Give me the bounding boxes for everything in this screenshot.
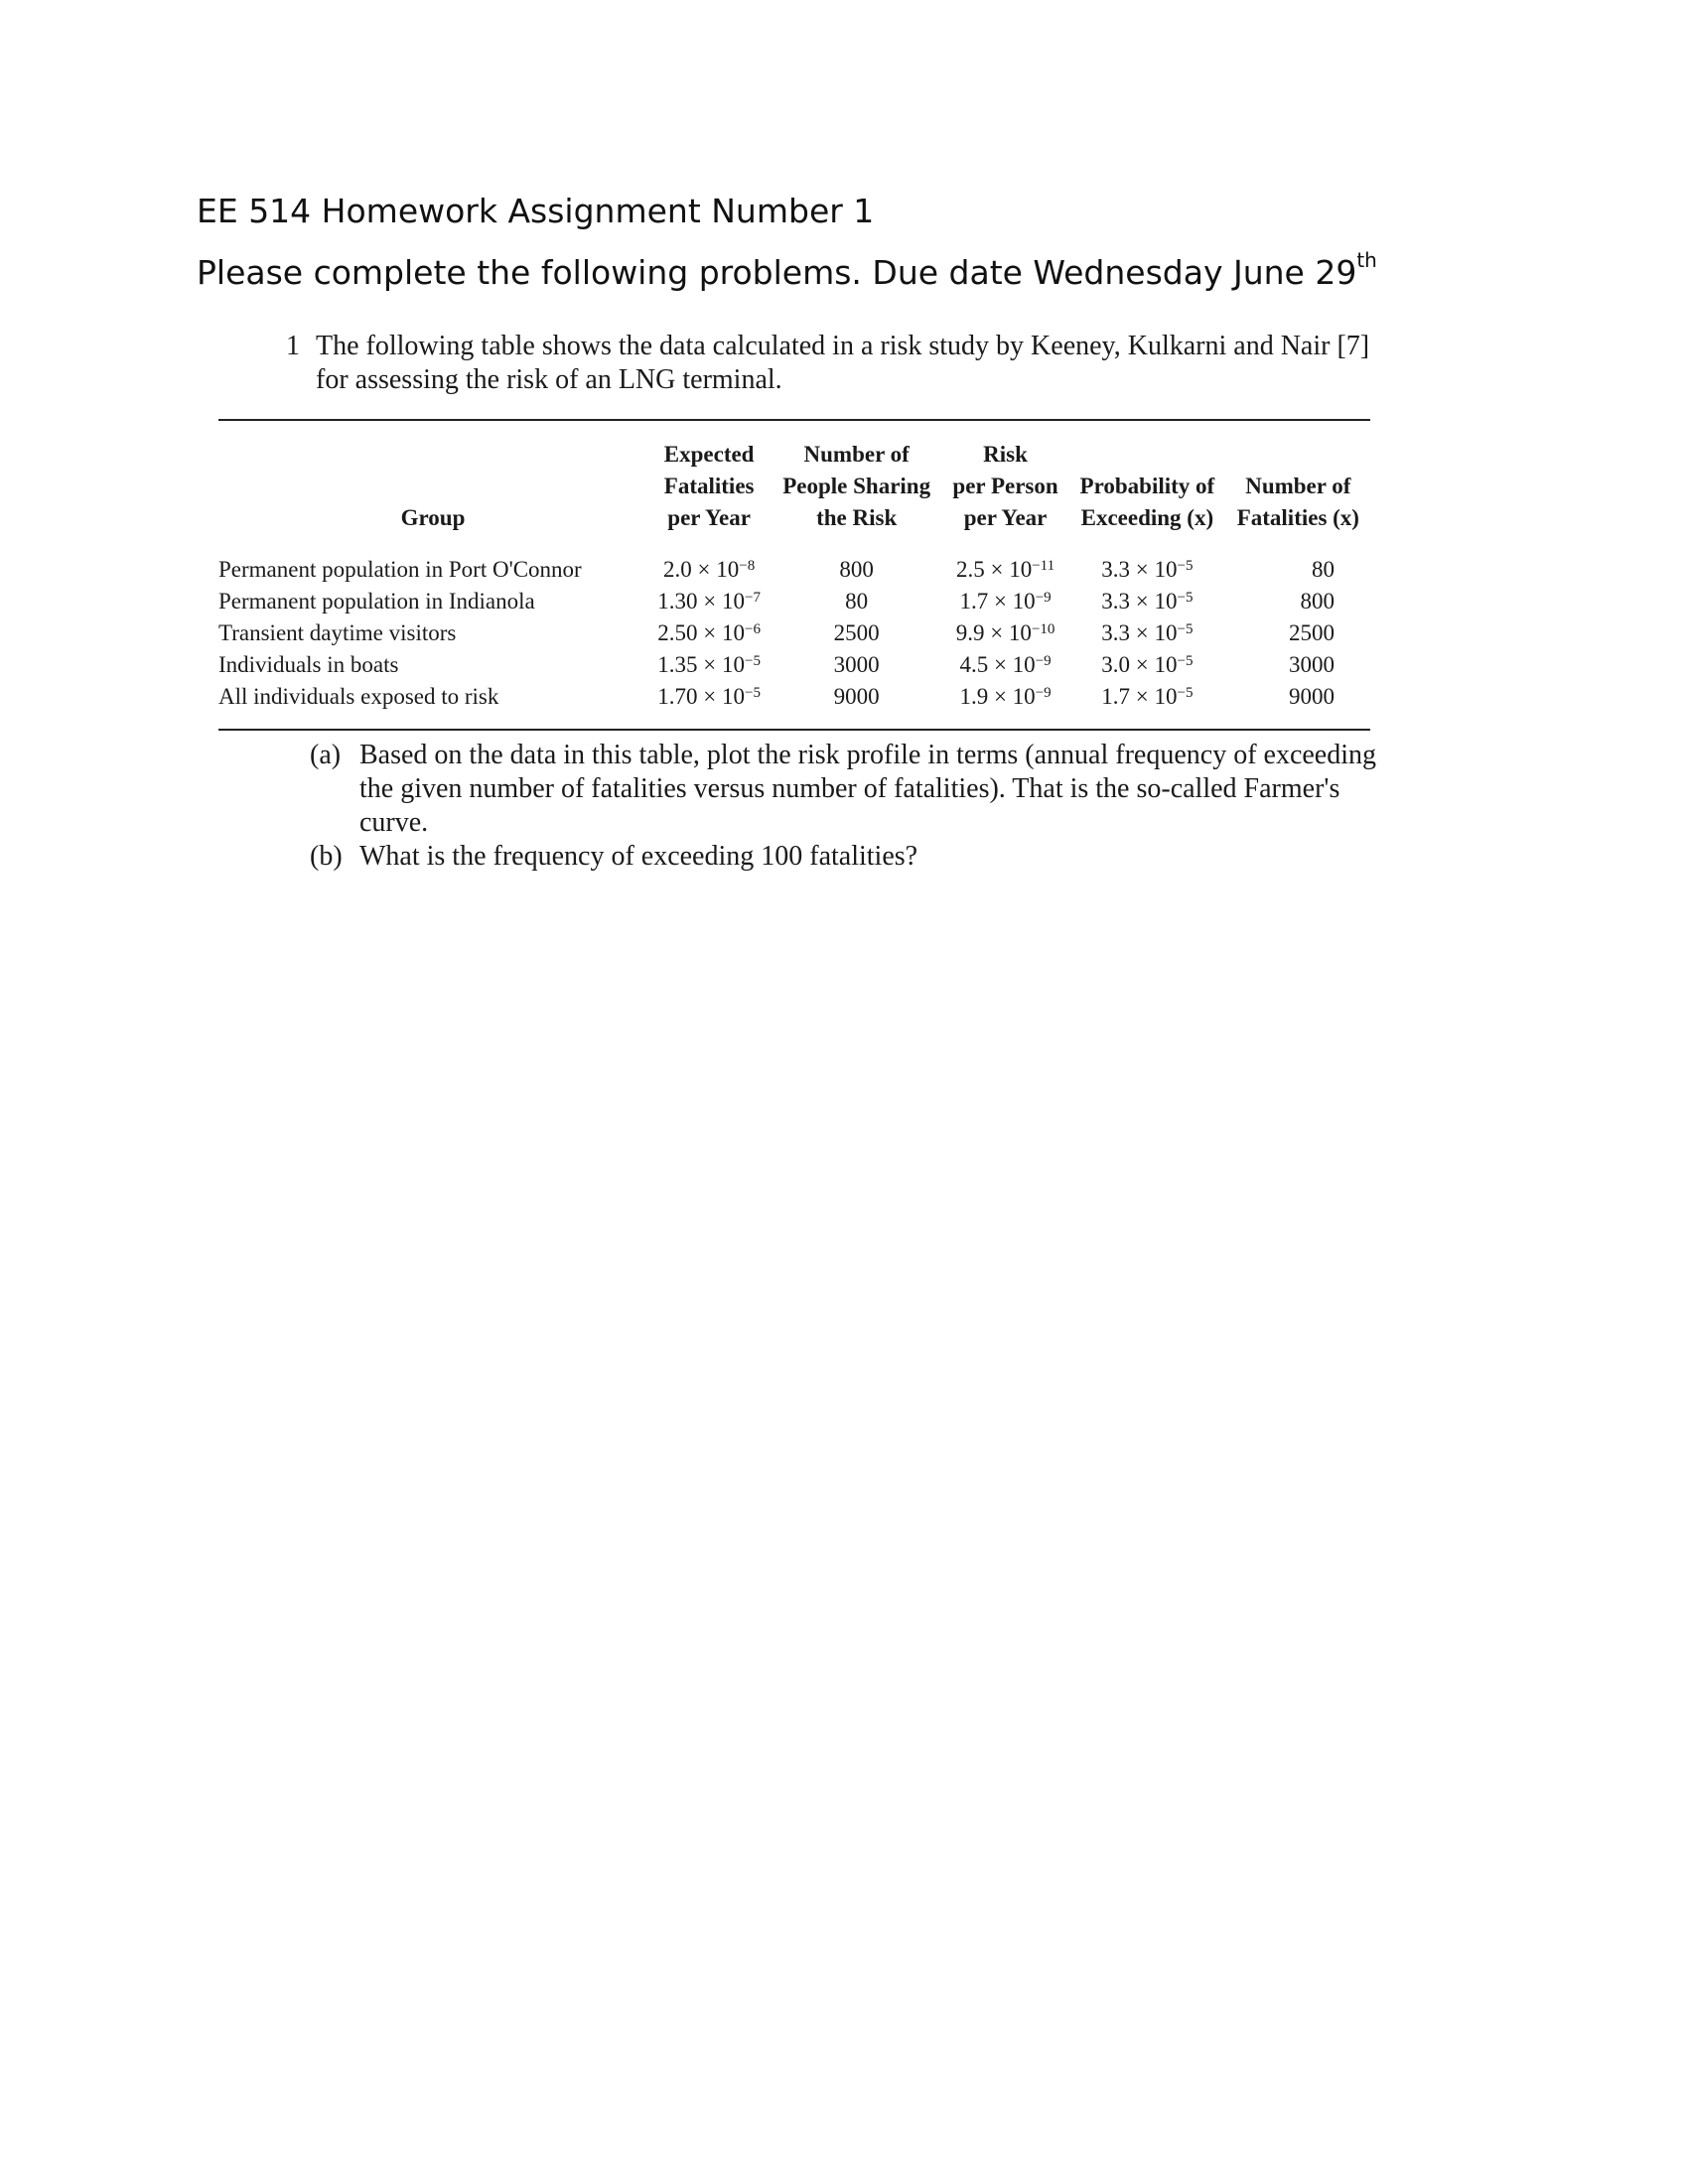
sub-question-text: Based on the data in this table, plot the risk profile in terms (annual frequency of exceeding the given number of fatalities versus number of fatalities). That is the so-called Farmer's curve. — [359, 740, 1377, 838]
expected-fatalities-cell: $1.70 \times 10^{-5}$ — [657, 684, 761, 709]
risk-per-person-cell: $1.9 \times 10^{-9}$ — [959, 684, 1052, 709]
risk-per-person-cell: $9.9 \times 10^{-10}$ — [955, 620, 1055, 645]
prob-exceeding-cell: $3.3 \times 10^{-5}$ — [1101, 589, 1194, 614]
prob-exceeding-cell: $3.0 \times 10^{-5}$ — [1101, 652, 1194, 677]
column-header-risk-per-person — [942, 439, 1068, 554]
column-header-line: Risk — [983, 442, 1028, 467]
table-row — [218, 649, 1370, 681]
sub-question-text: What is the frequency of exceeding 100 fatalities? — [359, 841, 918, 872]
instructions-text: Please complete the following problems. Due date Wednesday June 29 — [197, 253, 1357, 292]
column-header-line: Expected — [663, 442, 755, 467]
expected-fatalities-cell: $2.50 \times 10^{-6}$ — [657, 620, 761, 645]
column-header-prob-exceeding — [1068, 439, 1226, 554]
problem-number: 1 — [286, 331, 300, 361]
expected-fatalities-cell: $1.30 \times 10^{-7}$ — [657, 589, 761, 614]
column-header-group — [218, 439, 647, 554]
assignment-title: EE 514 Homework Assignment Number 1 — [197, 192, 875, 230]
column-header-line: the Risk — [816, 505, 898, 530]
people-sharing-cell: 9000 — [833, 684, 880, 709]
column-header-line: People Sharing — [782, 474, 931, 498]
prob-exceeding-cell: $3.3 \times 10^{-5}$ — [1101, 620, 1194, 645]
group-cell: Individuals in boats — [218, 652, 399, 677]
column-header-line: Number of — [803, 442, 910, 467]
fatalities-cell: 2500 — [1289, 620, 1335, 645]
column-header-line: per Person — [952, 474, 1058, 498]
document-header — [197, 192, 1377, 292]
risk-per-person-cell: $1.7 \times 10^{-9}$ — [959, 589, 1052, 614]
people-sharing-cell: 80 — [845, 589, 869, 614]
expected-fatalities-cell: $1.35 \times 10^{-5}$ — [657, 652, 761, 677]
column-header-line: Probability of — [1079, 474, 1215, 498]
fatalities-cell: 80 — [1312, 557, 1335, 582]
risk-per-person-cell: $4.5 \times 10^{-9}$ — [959, 652, 1052, 677]
column-header-line: per Year — [963, 505, 1048, 530]
prob-exceeding-cell: $3.3 \times 10^{-5}$ — [1101, 557, 1194, 582]
column-header-people-sharing — [771, 439, 942, 554]
sub-question-label: (b) — [310, 841, 343, 872]
problem-1 — [218, 330, 1380, 874]
people-sharing-cell: 2500 — [833, 620, 880, 645]
column-header-line: Fatalities (x) — [1236, 505, 1359, 530]
column-header-expected-fatalities — [647, 439, 771, 554]
group-cell: Transient daytime visitors — [218, 620, 457, 645]
column-header-line: Fatalities — [663, 474, 755, 498]
assignment-instructions — [197, 248, 1377, 292]
column-header-line: Exceeding (x) — [1080, 505, 1214, 530]
table-row — [218, 554, 1370, 586]
sub-question-label: (a) — [310, 740, 342, 770]
table-header-row — [218, 439, 1370, 554]
problem-statement: The following table shows the data calculated in a risk study by Keeney, Kulkarni and Nair [7] for assessing the risk of an LNG terminal. — [316, 331, 1370, 395]
fatalities-cell: 800 — [1300, 589, 1335, 614]
group-cell: Permanent population in Port O'Connor — [218, 557, 582, 582]
sub-question — [310, 840, 1382, 874]
table-row — [218, 617, 1370, 649]
date-ordinal-suffix: th — [1356, 248, 1377, 272]
risk-table-container — [218, 419, 1370, 731]
sub-question — [310, 739, 1382, 840]
column-header-line: Number of — [1245, 474, 1351, 498]
group-cell: All individuals exposed to risk — [218, 684, 499, 709]
sub-questions — [310, 739, 1382, 874]
fatalities-cell: 9000 — [1289, 684, 1335, 709]
problem-intro — [286, 330, 1378, 397]
risk-per-person-cell: $2.5 \times 10^{-11}$ — [955, 557, 1055, 582]
table-body — [218, 554, 1370, 713]
table-row — [218, 586, 1370, 617]
expected-fatalities-cell: $2.0 \times 10^{-8}$ — [663, 557, 756, 582]
risk-table — [218, 439, 1370, 713]
table-row — [218, 681, 1370, 713]
column-header-line: Group — [400, 505, 466, 530]
people-sharing-cell: 800 — [839, 557, 874, 582]
people-sharing-cell: 3000 — [833, 652, 880, 677]
prob-exceeding-cell: $1.7 \times 10^{-5}$ — [1101, 684, 1194, 709]
column-header-fatalities — [1226, 439, 1370, 554]
column-header-line: per Year — [667, 505, 751, 530]
group-cell: Permanent population in Indianola — [218, 589, 535, 614]
fatalities-cell: 3000 — [1289, 652, 1335, 677]
